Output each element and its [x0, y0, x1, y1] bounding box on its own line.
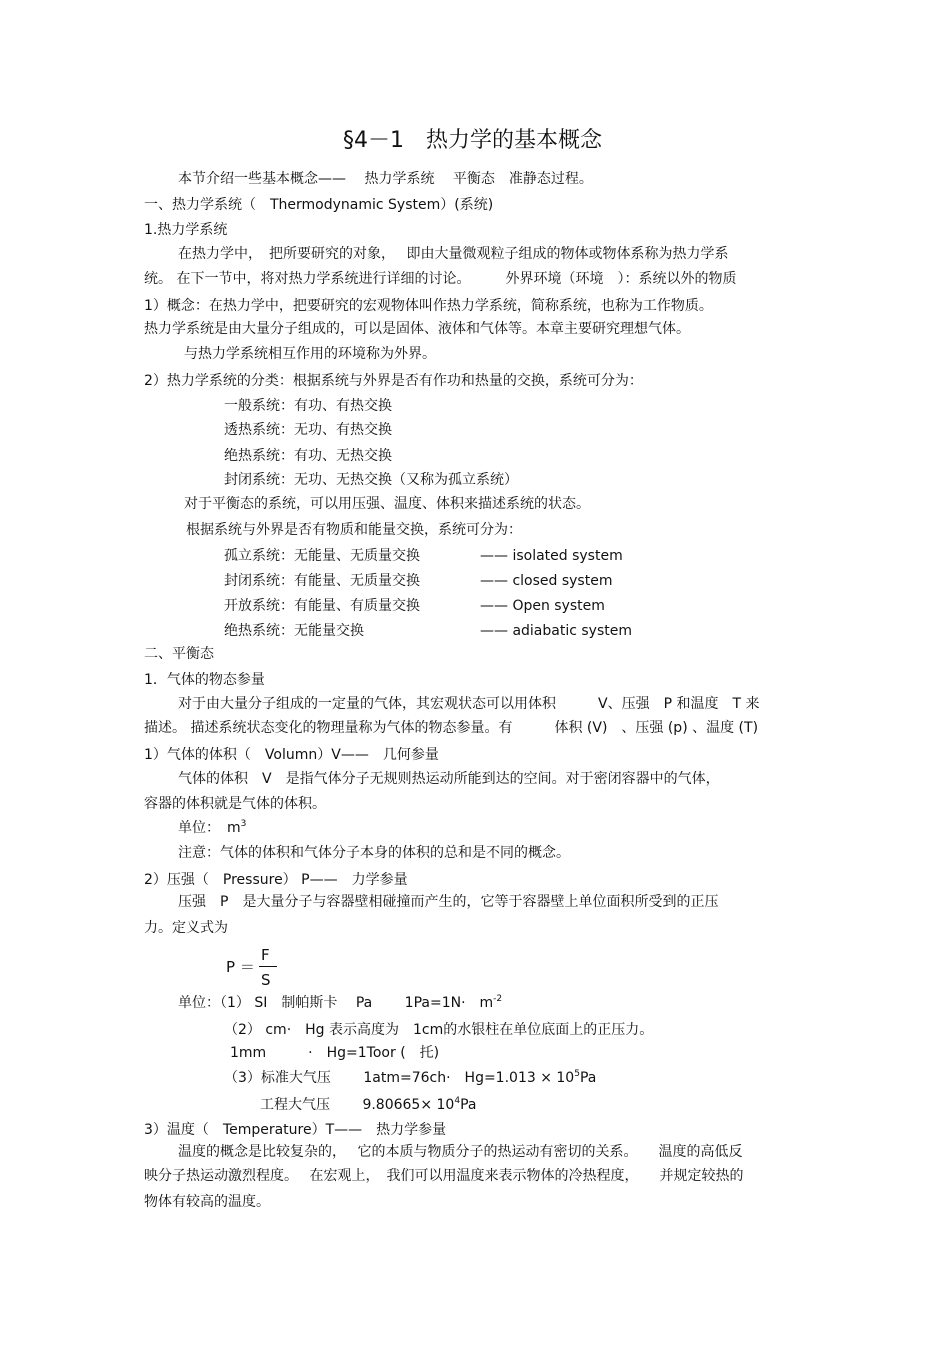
list-item: 孤立系统：无能量、无质量交换	[224, 548, 420, 564]
list-item: 开放系统：有能量、有质量交换	[224, 598, 420, 614]
page-title: §4－1 热力学的基本概念	[343, 128, 602, 153]
formula-lhs: P ＝	[226, 958, 255, 976]
formula-numerator: F	[261, 946, 270, 964]
paragraph-line: 统。 在下一节中，将对热力学系统进行详细的讨论。 外界环境（环境 ）：系统以外的物质	[144, 271, 737, 287]
list-item: 一般系统：有功、有热交换	[224, 398, 392, 414]
paragraph-line: 压强 P 是大量分子与容器壁相碰撞而产生的，它等于容器壁上单位面积所受到的正压	[178, 894, 719, 910]
paragraph-line: 3）温度（ Temperature）T—— 热力学参量	[144, 1122, 447, 1138]
list-item: 绝热系统：有功、无热交换	[224, 448, 392, 464]
section-heading-2: 二、平衡态	[144, 646, 214, 662]
list-item-english: —— isolated system	[480, 548, 623, 564]
superscript: 5	[574, 1069, 580, 1079]
paragraph-line: 力。定义式为	[144, 920, 228, 936]
paragraph-line: 根据系统与外界是否有物质和能量交换，系统可分为：	[186, 522, 522, 538]
paragraph-line: 对于由大量分子组成的一定量的气体，其宏观状态可以用体积 V、压强 P 和温度 T 来	[178, 696, 760, 712]
list-item-english: —— Open system	[480, 598, 605, 614]
paragraph-line: 映分子热运动激烈程度。 在宏观上， 我们可以用温度来表示物体的冷热程度， 并规定较热的	[144, 1168, 744, 1184]
fraction-line	[259, 966, 277, 967]
unit-line: （2） cm· Hg 表示高度为 1cm的水银柱在单位底面上的正压力。	[224, 1022, 654, 1038]
section-heading-1: 一、热力学系统（ Thermodynamic System）(系统)	[144, 197, 494, 213]
list-item-english: —— adiabatic system	[480, 623, 632, 639]
paragraph-line: 温度的概念是比较复杂的， 它的本质与物质分子的热运动有密切的关系。 温度的高低反	[178, 1144, 743, 1160]
unit-line	[178, 819, 246, 837]
superscript: -2	[493, 994, 503, 1004]
list-item: 透热系统：无功、有热交换	[224, 422, 392, 438]
unit-text: 工程大气压 9.80665× 10	[260, 1097, 455, 1113]
formula-denominator: S	[261, 971, 271, 989]
unit-line: 1mm · Hg=1Toor ( 托)	[230, 1045, 440, 1061]
paragraph-line: 与热力学系统相互作用的环境称为外界。	[184, 346, 436, 362]
subsection-heading: 1.热力学系统	[144, 222, 228, 238]
unit-text: （3）标准大气压 1atm=76ch· Hg=1.013 × 10	[224, 1070, 575, 1086]
list-item: 绝热系统：无能量交换	[224, 623, 364, 639]
superscript: 4	[454, 1096, 461, 1106]
paragraph-line: 热力学系统是由大量分子组成的，可以是固体、液体和气体等。本章主要研究理想气体。	[144, 321, 690, 337]
paragraph-line: 对于平衡态的系统，可以用压强、温度、体积来描述系统的状态。	[184, 496, 590, 512]
unit-text: Pa	[460, 1097, 477, 1113]
unit-text: Pa	[579, 1070, 597, 1086]
paragraph-line: 描述。 描述系统状态变化的物理量称为气体的物态参量。有 体积 (V) 、压强 (p) 、温度 (T)	[144, 720, 759, 736]
list-item-english: —— closed system	[480, 573, 613, 589]
paragraph-line: 物体有较高的温度。	[144, 1194, 270, 1210]
superscript: 3	[240, 819, 247, 829]
paragraph-line: 气体的体积 V 是指气体分子无规则热运动所能到达的空间。对于密闭容器中的气体，	[178, 771, 720, 787]
paragraph-line: 在热力学中， 把所要研究的对象， 即由大量微观粒子组成的物体或物体系称为热力学系	[178, 246, 729, 262]
paragraph-line: 2）压强（ Pressure） P—— 力学参量	[144, 872, 408, 888]
subsection-heading: 1．气体的物态参量	[144, 672, 265, 688]
paragraph-line: 注意：气体的体积和气体分子本身的体积的总和是不同的概念。	[178, 845, 570, 861]
unit-line	[224, 1069, 596, 1087]
paragraph-line: 1）气体的体积（ Volumn）V—— 几何参量	[144, 747, 439, 763]
unit-line	[178, 994, 502, 1012]
unit-text: 单位： m	[178, 820, 241, 836]
paragraph-line: 容器的体积就是气体的体积。	[144, 796, 326, 812]
list-item: 封闭系统：无功、无热交换（又称为孤立系统）	[224, 472, 518, 488]
paragraph-line: 1）概念：在热力学中，把要研究的宏观物体叫作热力学系统，简称系统，也称为工作物质。	[144, 298, 713, 314]
unit-line	[260, 1096, 476, 1114]
intro-line: 本节介绍一些基本概念—— 热力学系统 平衡态 准静态过程。	[178, 171, 593, 187]
paragraph-line: 2）热力学系统的分类：根据系统与外界是否有作功和热量的交换，系统可分为：	[144, 373, 643, 389]
list-item: 封闭系统：有能量、无质量交换	[224, 573, 420, 589]
unit-text: 单位：（1） SI 制帕斯卡 Pa 1Pa=1N· m	[178, 995, 494, 1011]
